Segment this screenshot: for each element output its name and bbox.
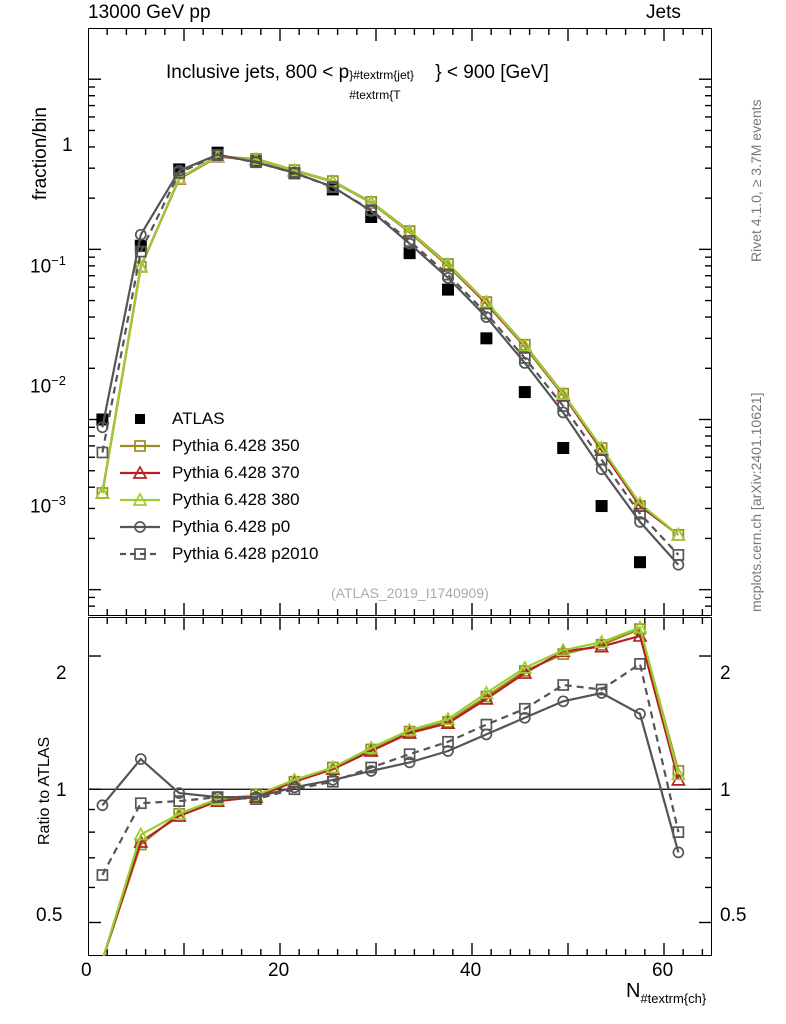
legend-marker-2 <box>118 463 162 483</box>
ratio-ytick-0.5-left: 0.5 <box>36 905 63 926</box>
ratio-xlabel-subscript: #textrm{ch} <box>640 991 707 1006</box>
legend-marker-5 <box>118 544 162 564</box>
analysis-caption: (ATLAS_2019_I1740909) <box>331 585 489 601</box>
legend-item-1 <box>118 432 319 459</box>
ratio-chart-canvas <box>88 617 712 956</box>
legend-label-4: Pythia 6.428 p0 <box>172 516 291 536</box>
main-ytick-1e-1: $10^{-1}$ <box>30 253 66 278</box>
main-title-part2: } < 900 [GeV] <box>435 62 549 83</box>
ratio-xlabel <box>626 980 707 1006</box>
main-ylabel: fraction/bin <box>30 107 51 200</box>
xtick-0: 0 <box>81 960 92 981</box>
legend-marker-0 <box>118 409 162 429</box>
side-info-bottom: mcplots.cern.ch [arXiv:2401.10621] <box>748 392 764 612</box>
legend-marker-3 <box>118 490 162 510</box>
ratio-ytick-0.5-right: 0.5 <box>720 905 747 926</box>
main-title-subscript: #textrm{T <box>349 88 401 102</box>
xtick-40: 40 <box>460 960 482 981</box>
legend-label-5: Pythia 6.428 p2010 <box>172 543 319 563</box>
xtick-60: 60 <box>652 960 674 981</box>
ratio-xlabel-main: N <box>626 980 641 1002</box>
ratio-ytick-1-left: 1 <box>56 780 67 801</box>
ratio-ytick-2-left: 2 <box>56 663 67 684</box>
ratio-ylabel: Ratio to ATLAS <box>36 736 53 845</box>
legend-item-0 <box>118 405 319 432</box>
legend-item-2 <box>118 459 319 486</box>
legend-marker-4 <box>118 517 162 537</box>
main-title-part1: Inclusive jets, 800 < p <box>166 62 350 83</box>
legend-label-1: Pythia 6.428 350 <box>172 435 300 455</box>
main-ytick-1e-2: $10^{-2}$ <box>30 373 66 398</box>
side-info-top: Rivet 4.1.0, ≥ 3.7M events <box>748 99 764 262</box>
main-ytick-1: 1 <box>62 135 73 156</box>
legend-label-2: Pythia 6.428 370 <box>172 462 300 482</box>
xtick-20: 20 <box>268 960 290 981</box>
main-title-superscript: }#textrm{jet} <box>349 68 414 82</box>
header-right: Jets <box>646 2 681 23</box>
main-ytick-1e-3: $10^{-3}$ <box>30 493 66 518</box>
legend-marker-1 <box>118 436 162 456</box>
legend-item-5 <box>118 540 319 567</box>
ratio-ytick-2-right: 2 <box>720 663 731 684</box>
header-left: 13000 GeV pp <box>88 2 211 23</box>
legend-item-4 <box>118 513 319 540</box>
legend <box>118 405 319 567</box>
ratio-ytick-1-right: 1 <box>720 780 731 801</box>
legend-item-3 <box>118 486 319 513</box>
legend-label-0: ATLAS <box>172 408 225 428</box>
legend-label-3: Pythia 6.428 380 <box>172 489 300 509</box>
